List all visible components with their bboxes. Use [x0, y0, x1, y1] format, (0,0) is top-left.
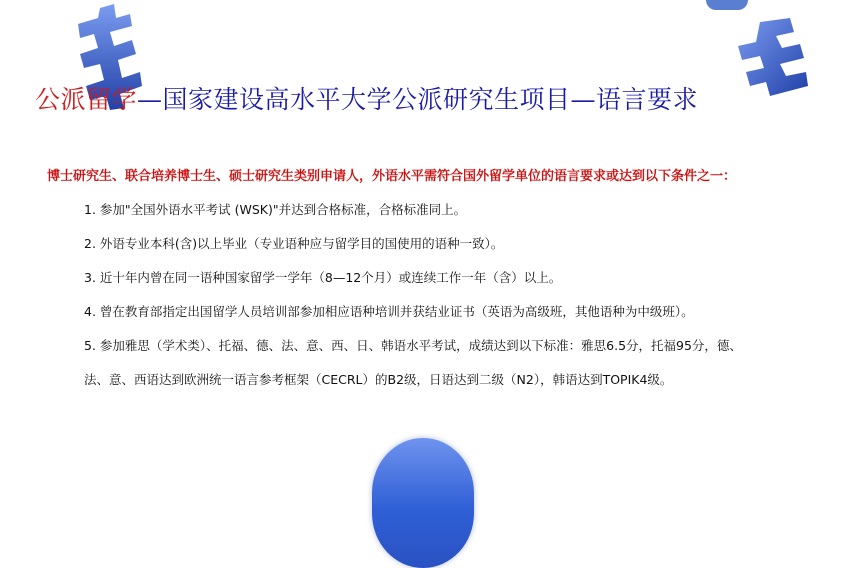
- intro-text: 博士研究生、联合培养博士生、硕士研究生类别申请人，外语水平需符合国外留学单位的语言要求或达到以下条件之一：: [47, 169, 737, 184]
- title-highlight: 公派留学: [35, 85, 138, 114]
- decorative-top-bar: [706, 0, 748, 10]
- list-item-continuation: 法、意、西语达到欧洲统一语言参考框架（CECRL）的B2级，日语达到二级（N2），韩语达到TOPIK4级。: [84, 372, 673, 387]
- requirement-list: [84, 202, 824, 388]
- list-item: 3. 近十年内曾在同一语种国家留学一学年（8—12个月）或连续工作一年（含）以上。: [84, 270, 562, 285]
- list-item: 1. 参加"全国外语水平考试 (WSK)"并达到合格标准，合格标准同上。: [84, 202, 467, 217]
- title-rest: —国家建设高水平大学公派研究生项目—语言要求: [137, 85, 699, 114]
- list-item: 2. 外语专业本科(含)以上毕业（专业语种应与留学目的国使用的语种一致）。: [84, 236, 504, 251]
- decorative-oval: [372, 438, 474, 568]
- list-item: 5. 参加雅思（学术类）、托福、德、法、意、西、日、韩语水平考试，成绩达到以下标准：雅思6.5分，托福95分，德、: [84, 338, 742, 353]
- list-item: 4. 曾在教育部指定出国留学人员培训部参加相应语种培训并获结业证书（英语为高级班，其他语种为中级班）。: [84, 304, 694, 319]
- page-title: [35, 82, 835, 118]
